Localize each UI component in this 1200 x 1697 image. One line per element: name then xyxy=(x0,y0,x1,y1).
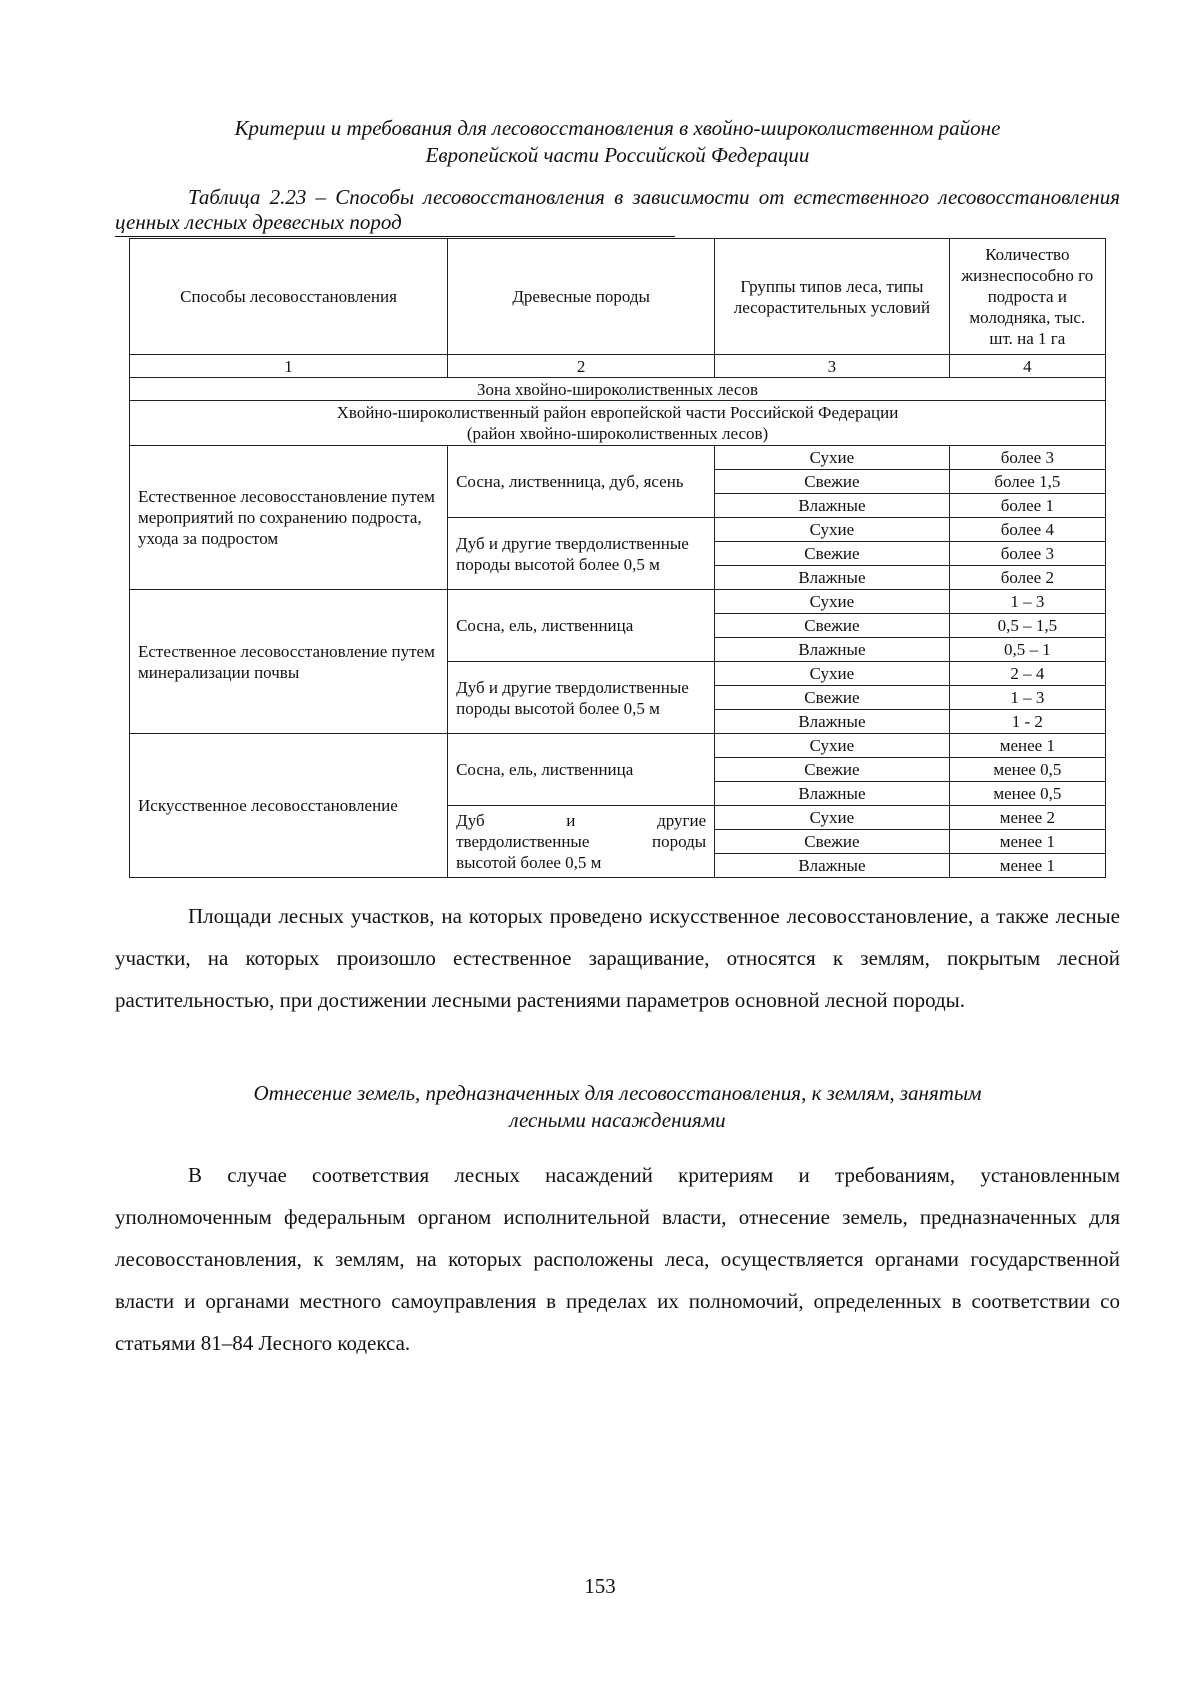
method-cell: Искусственное лесовосстановление xyxy=(130,734,448,878)
forest-type-cell: Свежие xyxy=(715,758,950,782)
reforestation-table xyxy=(129,238,1106,878)
species-line: твердолиственные породы xyxy=(456,832,707,851)
quantity-cell: 0,5 – 1 xyxy=(949,638,1105,662)
forest-type-cell: Сухие xyxy=(715,590,950,614)
forest-type-cell: Свежие xyxy=(715,830,950,854)
method-cell: Естественное лесовосстановление путем мероприятий по сохранению подроста, ухода за подростом xyxy=(130,446,448,590)
species-line: высотой более 0,5 м xyxy=(456,853,602,872)
section-heading-line-1: Отнесение земель, предназначенных для лесовосстановления, к землям, занятым xyxy=(253,1081,982,1105)
forest-type-cell: Свежие xyxy=(715,686,950,710)
column-number: 3 xyxy=(715,355,950,378)
forest-type-cell: Сухие xyxy=(715,734,950,758)
region-row xyxy=(130,401,1106,446)
section-heading-line-1: Критерии и требования для лесовосстановления в хвойно-широколиственном районе xyxy=(234,116,1001,140)
body-paragraph: Площади лесных участков, на которых проведено искусственное лесовосстановление, а также лесные участки, на которых произошло естественное заращивание, относятся к землям, покрытым лесной растительностью, при достижении лесными растениями параметров основной лесной породы. xyxy=(115,904,1120,1012)
forest-type-cell: Свежие xyxy=(715,614,950,638)
quantity-cell: менее 1 xyxy=(949,734,1105,758)
zone-label: Зона хвойно-широколиственных лесов xyxy=(130,378,1106,401)
forest-type-cell: Сухие xyxy=(715,518,950,542)
forest-type-cell: Свежие xyxy=(715,470,950,494)
header-methods: Способы лесовосстановления xyxy=(130,239,448,355)
section-heading-line-2: лесными насаждениями xyxy=(509,1108,726,1132)
forest-type-cell: Сухие xyxy=(715,446,950,470)
forest-type-cell: Влажные xyxy=(715,494,950,518)
forest-type-cell: Сухие xyxy=(715,806,950,830)
quantity-cell: более 3 xyxy=(949,542,1105,566)
quantity-cell: более 3 xyxy=(949,446,1105,470)
section-heading xyxy=(115,1080,1120,1134)
quantity-cell: менее 0,5 xyxy=(949,782,1105,806)
forest-type-cell: Влажные xyxy=(715,782,950,806)
species-cell: Дуб и другие твердолиственные породы высотой более 0,5 м xyxy=(448,662,715,734)
region-label-line-2: (район хвойно-широколиственных лесов) xyxy=(466,424,769,443)
species-cell: Сосна, ель, лиственница xyxy=(448,590,715,662)
forest-type-cell: Влажные xyxy=(715,638,950,662)
species-cell: Сосна, ель, лиственница xyxy=(448,734,715,806)
quantity-cell: менее 2 xyxy=(949,806,1105,830)
table-row xyxy=(130,734,1106,758)
page-number: 153 xyxy=(584,1574,616,1598)
forest-type-cell: Влажные xyxy=(715,854,950,878)
species-line: Дуб и другие xyxy=(456,811,707,830)
column-number: 1 xyxy=(130,355,448,378)
quantity-cell: менее 1 xyxy=(949,854,1105,878)
quantity-cell: более 2 xyxy=(949,566,1105,590)
quantity-cell: 1 – 3 xyxy=(949,590,1105,614)
quantity-cell: более 1 xyxy=(949,494,1105,518)
forest-type-cell: Влажные xyxy=(715,710,950,734)
column-numbers-row xyxy=(130,355,1106,378)
header-quantity: Количество жизнеспособно го подроста и молодняка, тыс. шт. на 1 га xyxy=(949,239,1105,355)
table-row xyxy=(130,446,1106,470)
header-species: Древесные породы xyxy=(448,239,715,355)
forest-type-cell: Свежие xyxy=(715,542,950,566)
quantity-cell: более 4 xyxy=(949,518,1105,542)
quantity-cell: 2 – 4 xyxy=(949,662,1105,686)
zone-row xyxy=(130,378,1106,401)
section-heading xyxy=(115,115,1120,169)
region-label-line-1: Хвойно-широколиственный район европейской части Российской Федерации xyxy=(336,403,899,422)
header-forest-types: Группы типов леса, типы лесорастительных условий xyxy=(715,239,950,355)
table-caption: Таблица 2.23 – Способы лесовосстановления в зависимости от естественного лесовосстановления ценных лесных древесных пород xyxy=(115,185,1120,234)
species-cell: Дуб и другие твердолиственные породы высотой более 0,5 м xyxy=(448,518,715,590)
quantity-cell: 1 – 3 xyxy=(949,686,1105,710)
column-number: 2 xyxy=(448,355,715,378)
body-paragraph: В случае соответствия лесных насаждений критериям и требованиям, установленным уполномоченным федеральным органом исполнительной власти, отнесение земель, предназначенных для лесовосстановления, к землям, на которых расположены леса, осуществляется органами государственной власти и органами местного самоуправления в пределах их полномочий, определенных в соответствии со статьями 81–84 Лесного кодекса. xyxy=(115,1163,1120,1355)
forest-type-cell: Сухие xyxy=(715,662,950,686)
table-header-row xyxy=(130,239,1106,355)
quantity-cell: 0,5 – 1,5 xyxy=(949,614,1105,638)
column-number: 4 xyxy=(949,355,1105,378)
table-row xyxy=(130,590,1106,614)
caption-underline xyxy=(115,236,675,237)
quantity-cell: менее 0,5 xyxy=(949,758,1105,782)
quantity-cell: более 1,5 xyxy=(949,470,1105,494)
section-heading-line-2: Европейской части Российской Федерации xyxy=(425,143,810,167)
quantity-cell: 1 - 2 xyxy=(949,710,1105,734)
region-label xyxy=(130,401,1106,446)
species-cell xyxy=(448,806,715,878)
forest-type-cell: Влажные xyxy=(715,566,950,590)
species-cell: Сосна, лиственница, дуб, ясень xyxy=(448,446,715,518)
method-cell: Естественное лесовосстановление путем минерализации почвы xyxy=(130,590,448,734)
quantity-cell: менее 1 xyxy=(949,830,1105,854)
